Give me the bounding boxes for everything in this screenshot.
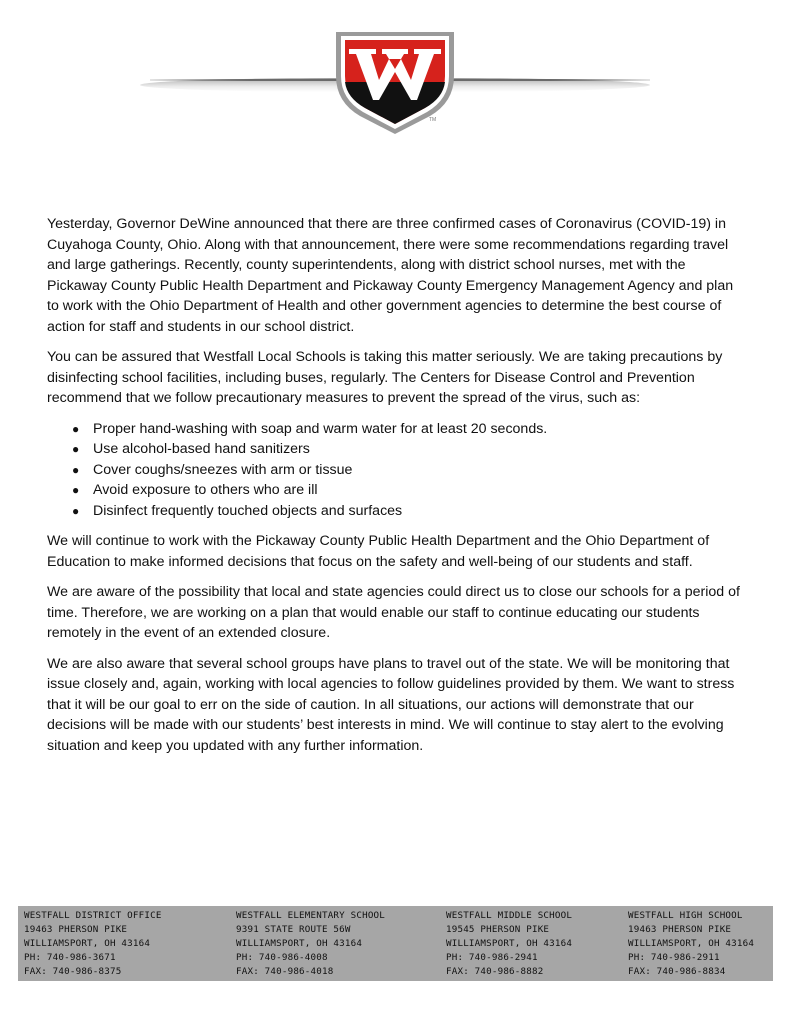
bullet-icon: ● xyxy=(72,442,80,456)
office-fax: FAX: 740-986-8375 xyxy=(24,966,122,977)
list-item-text: Cover coughs/sneezes with arm or tissue xyxy=(93,461,353,478)
paragraph-travel: We are also aware that several school groups have plans to travel out of the state. We will be monitoring that issue closely and, again, working with local agencies to follow guidelines provided by them. We want to stress that it will be our goal to err on the side of caution. In all situations, our actions will demonstrate that our decisions will be made with our students’ best interests in mind. We will continue to stay alert to the evolving situation and keep you updated with any further information. xyxy=(47,655,735,754)
precaution-list xyxy=(47,419,747,522)
footer-address-bar xyxy=(18,906,773,981)
office-street: 19545 PHERSON PIKE xyxy=(446,924,550,935)
bullet-icon: ● xyxy=(72,421,80,436)
office-fax: FAX: 740-986-8834 xyxy=(628,966,726,977)
list-item xyxy=(47,460,747,481)
office-phone: PH: 740-986-3671 xyxy=(24,952,116,963)
office-phone: PH: 740-986-2911 xyxy=(628,952,720,963)
list-item xyxy=(47,501,747,522)
list-item xyxy=(47,419,747,440)
westfall-shield-logo xyxy=(334,30,456,136)
office-street: 19463 PHERSON PIKE xyxy=(628,924,732,935)
list-item xyxy=(47,480,747,501)
paragraph-closure-plan: We are aware of the possibility that local and state agencies could direct us to close our schools for a period of time. Therefore, we are working on a plan that would enable our staff to continue educating our students remotely in the event of an extended closure. xyxy=(47,584,740,641)
office-name: WESTFALL HIGH SCHOOL xyxy=(628,910,743,921)
office-phone: PH: 740-986-4008 xyxy=(236,952,328,963)
list-item-text: Avoid exposure to others who are ill xyxy=(93,482,318,498)
list-item-text: Use alcohol-based hand sanitizers xyxy=(93,441,310,457)
bullet-icon: ● xyxy=(72,462,80,477)
list-item-text: Disinfect frequently touched objects and surfaces xyxy=(93,502,403,519)
office-city: WILLIAMSPORT, OH 43164 xyxy=(24,938,151,949)
list-item xyxy=(47,439,747,460)
paragraph-precautions: You can be assured that Westfall Local Schools is taking this matter seriously. We are taking precautions by disinfecting school facilities, including buses, regularly. The Centers for Disease Control and Prevention recommend that we follow precautionary measures to prevent the spread of the virus, such as: xyxy=(47,349,723,406)
office-city: WILLIAMSPORT, OH 43164 xyxy=(628,938,755,949)
office-name: WESTFALL ELEMENTARY SCHOOL xyxy=(236,910,386,921)
letterhead xyxy=(0,0,791,160)
list-item-text: Proper hand-washing with soap and warm water for at least 20 seconds. xyxy=(93,420,548,437)
bullet-icon: ● xyxy=(72,503,80,518)
paragraph-announcement: Yesterday, Governor DeWine announced that there are three confirmed cases of Coronavirus (COVID-19) in Cuyahoga County, Ohio. Along with that announcement, there were some recommendations regarding travel and large gatherings. Recently, county superintendents, along with district school nurses, met with the Pickaway County Public Health Department and Pickaway County Emergency Management Agency and plan to work with the Ohio Department of Health and other government agencies to determine the best course of action for staff and students in our school district. xyxy=(47,216,734,335)
office-phone: PH: 740-986-2941 xyxy=(446,952,538,963)
bullet-icon: ● xyxy=(72,483,80,497)
letter-body xyxy=(47,214,747,766)
footer-column-middle-school xyxy=(446,909,572,979)
office-street: 19463 PHERSON PIKE xyxy=(24,924,128,935)
office-street: 9391 STATE ROUTE 56W xyxy=(236,924,351,935)
office-fax: FAX: 740-986-8882 xyxy=(446,966,544,977)
trademark-mark: TM xyxy=(429,117,437,123)
footer-column-elementary xyxy=(236,909,385,979)
paragraph-collaboration: We will continue to work with the Pickaway County Public Health Department and the Ohio Department of Education to make informed decisions that focus on the safety and well-being of our students and staff. xyxy=(47,533,710,570)
office-fax: FAX: 740-986-4018 xyxy=(236,966,334,977)
footer-column-high-school xyxy=(628,909,754,979)
office-name: WESTFALL DISTRICT OFFICE xyxy=(24,910,162,921)
footer-column-district-office xyxy=(24,909,162,979)
office-name: WESTFALL MIDDLE SCHOOL xyxy=(446,910,573,921)
office-city: WILLIAMSPORT, OH 43164 xyxy=(446,938,573,949)
office-city: WILLIAMSPORT, OH 43164 xyxy=(236,938,363,949)
